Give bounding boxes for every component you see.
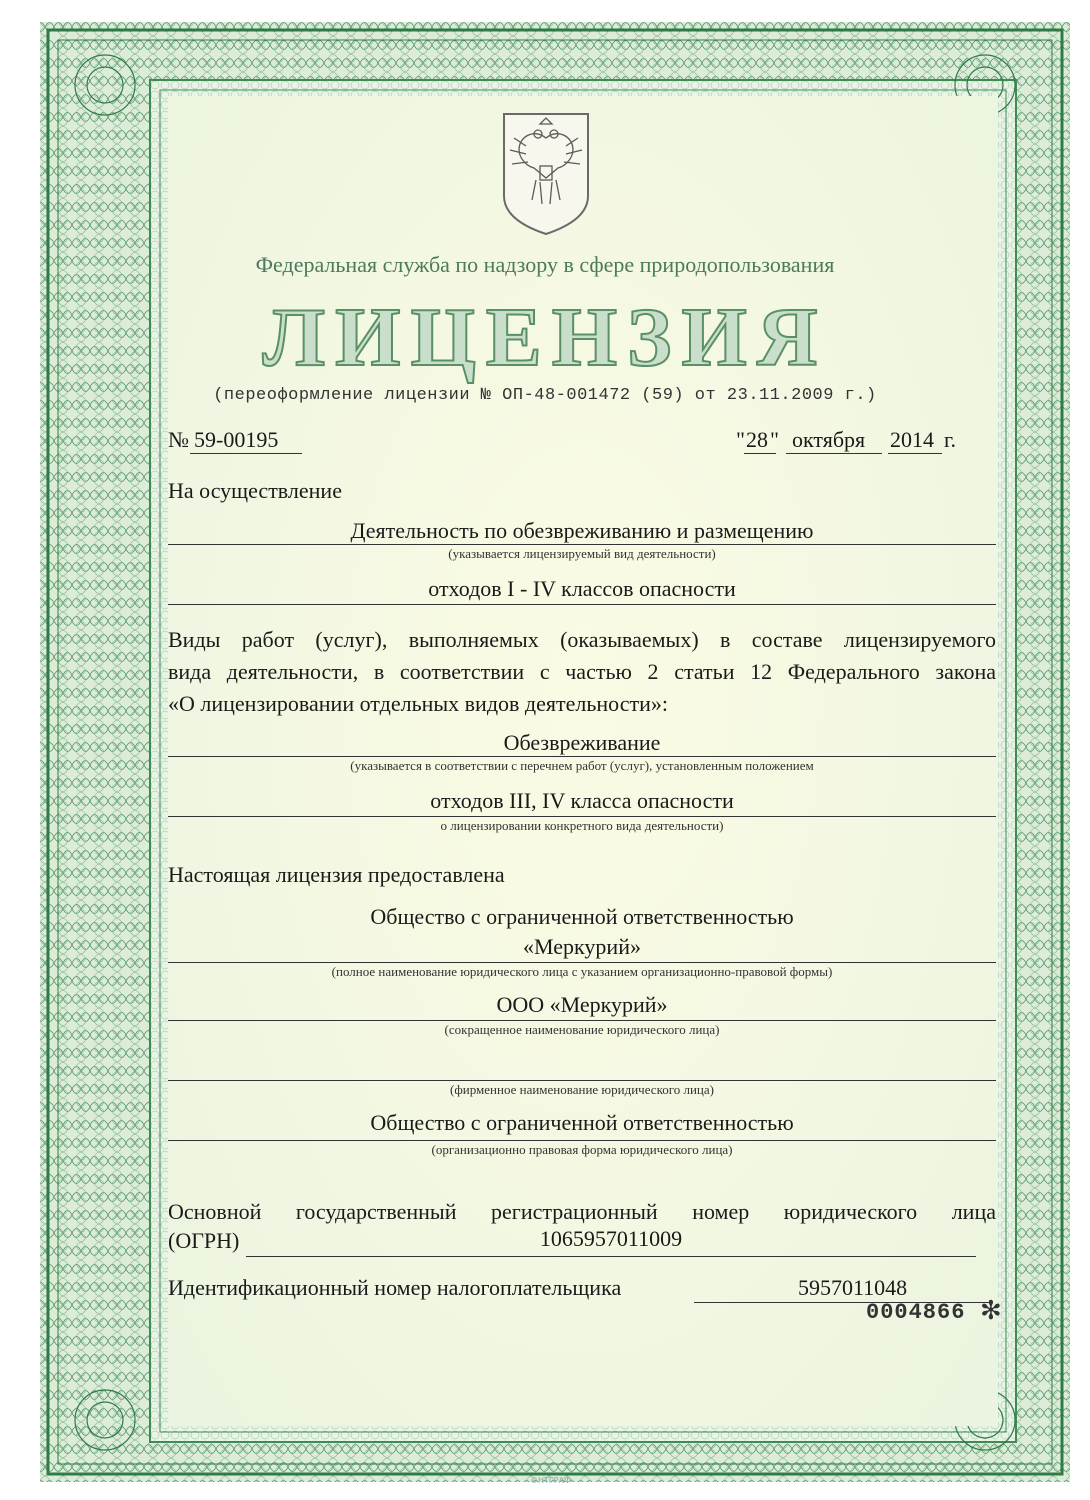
ogrn-number: 1065957011009	[539, 1226, 683, 1251]
legal-form-underline	[168, 1140, 996, 1141]
holder-full-name-line-2: «Меркурий»	[523, 934, 641, 959]
holder-legal-form: Общество с ограниченной ответственностью	[370, 1110, 794, 1135]
full-name-caption: (полное наименование юридического лица с указанием организационно-правовой формы)	[331, 964, 833, 979]
short-name-caption: (сокращенное наименование юридического лица)	[444, 1022, 720, 1037]
license-number-label: №	[168, 427, 189, 452]
activity-line-1: Деятельность по обезвреживанию и размещению	[350, 518, 814, 543]
license-year: 2014	[890, 427, 934, 452]
issuing-authority: Федеральная служба по надзору в сфере природопользования	[255, 252, 835, 277]
license-number-underline	[190, 453, 302, 454]
date-close-quote: "	[770, 427, 779, 452]
works-line-1: Обезвреживание	[503, 730, 661, 755]
works-paragraph-line-1: Виды работ (услуг), выполняемых (оказываемых) в составе лицензируемого	[168, 627, 996, 652]
printer-mark: ©НТГРАФ	[530, 1476, 571, 1485]
brand-name-underline	[168, 1080, 996, 1081]
works-underline-1	[168, 756, 996, 757]
document-title: ЛИЦЕНЗИЯ	[262, 291, 828, 384]
legal-form-caption: (организационно правовая форма юридического лица)	[431, 1142, 733, 1157]
holder-full-name-line-1: Общество с ограниченной ответственностью	[370, 904, 794, 929]
year-suffix: г.	[944, 427, 957, 452]
works-paragraph	[168, 624, 996, 720]
license-month: октября	[792, 427, 866, 452]
year-underline	[888, 453, 942, 454]
works-paragraph-line-3: «О лицензировании отдельных видов деятельности»:	[168, 691, 668, 716]
ogrn-label-line-1: Основной государственный регистрационный номер юридического лица	[168, 1199, 996, 1224]
ogrn-label	[168, 1196, 996, 1228]
reissue-note: (переоформление лицензии № ОП-48-001472 (59) от 23.11.2009 г.)	[213, 386, 877, 405]
activity-intro: На осуществление	[168, 478, 342, 503]
inn-number: 5957011048	[798, 1275, 908, 1300]
works-caption-2: о лицензировании конкретного вида деятельности)	[440, 818, 724, 833]
license-day: 28	[746, 427, 768, 452]
date-open-quote: "	[736, 427, 745, 452]
holder-short-name: ООО «Меркурий»	[496, 992, 668, 1017]
license-number: 59-00195	[194, 427, 279, 452]
serial-mark-icon: ✻	[980, 1296, 1002, 1325]
works-caption-1: (указывается в соответствии с перечнем работ (услуг), установленным положением	[350, 758, 814, 773]
coat-of-arms-icon	[496, 108, 596, 238]
works-underline-2	[168, 816, 996, 817]
works-paragraph-line-2: вида деятельности, в соответствии с частью 2 статьи 12 Федерального закона	[168, 659, 996, 684]
month-underline	[786, 453, 882, 454]
works-line-2: отходов III, IV класса опасности	[430, 788, 734, 813]
day-underline	[744, 453, 776, 454]
activity-underline-1	[168, 544, 996, 545]
holder-intro: Настоящая лицензия предоставлена	[168, 862, 505, 887]
activity-underline-2	[168, 604, 996, 605]
inn-label: Идентификационный номер налогоплательщика	[168, 1275, 622, 1300]
blank-serial-number: 0004866	[866, 1300, 966, 1325]
activity-caption: (указывается лицензируемый вид деятельности)	[448, 546, 716, 561]
short-name-underline	[168, 1020, 996, 1021]
brand-name-caption: (фирменное наименование юридического лица)	[450, 1082, 714, 1097]
activity-line-2: отходов I - IV классов опасности	[428, 576, 736, 601]
ogrn-underline	[246, 1256, 976, 1257]
ogrn-label-line-2: (ОГРН)	[168, 1228, 240, 1253]
full-name-underline	[168, 962, 996, 963]
